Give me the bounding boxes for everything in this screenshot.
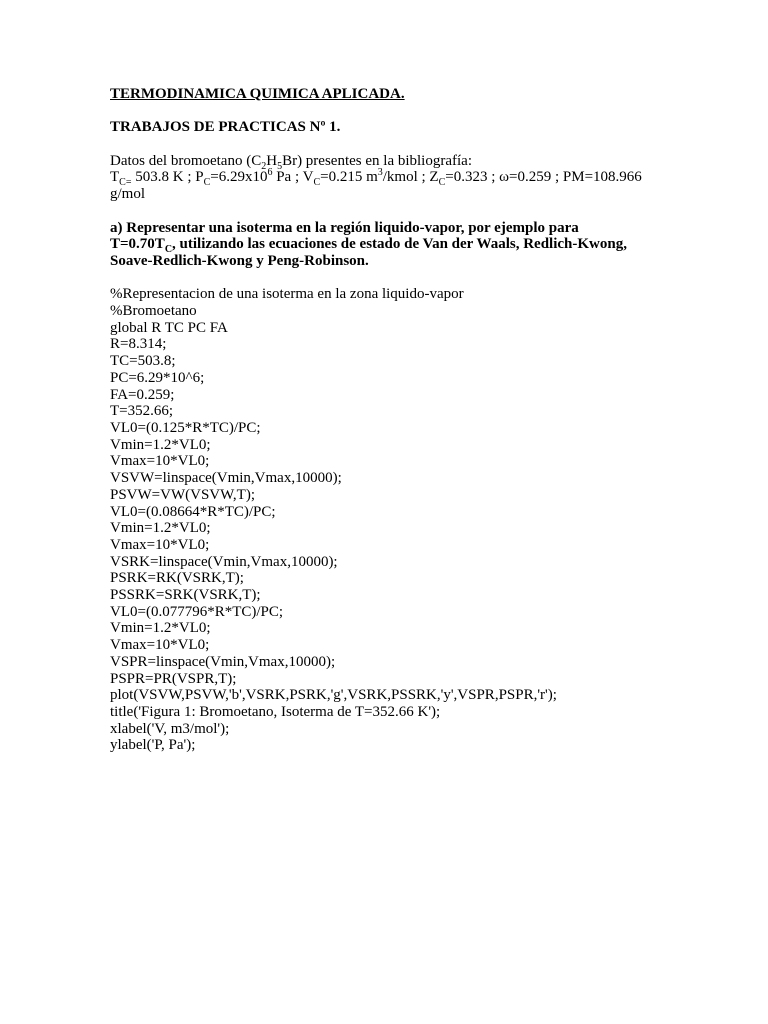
code-line: TC=503.8; bbox=[110, 353, 176, 370]
code-line: VL0=(0.08664*R*TC)/PC; bbox=[110, 503, 276, 520]
vc-sup: 3 bbox=[377, 167, 383, 179]
formula-sub-2: 2 bbox=[261, 160, 267, 172]
pc-sup: 6 bbox=[267, 167, 273, 179]
task-line-2 bbox=[110, 236, 710, 256]
bromoethane-data bbox=[110, 153, 710, 203]
code-line: R=8.314; bbox=[110, 336, 167, 353]
task-a bbox=[110, 220, 710, 270]
code-line: Vmin=1.2*VL0; bbox=[110, 620, 211, 637]
code-line: PC=6.29*10^6; bbox=[110, 369, 205, 386]
document-title: TERMODINAMICA QUIMICA APLICADA. bbox=[110, 86, 405, 102]
document-page bbox=[110, 86, 710, 754]
code-line: plot(VSVW,PSVW,'b',VSRK,PSRK,'g',VSRK,PSSRK,'y',VSPR,PSPR,'r'); bbox=[110, 687, 557, 704]
code-line: ylabel('P, Pa'); bbox=[110, 737, 196, 754]
code-line: T=352.66; bbox=[110, 403, 174, 420]
code-line: PSPR=PR(VSPR,T); bbox=[110, 670, 237, 687]
vc-value: =0.215 m bbox=[320, 169, 378, 186]
pc-unit: Pa ; V bbox=[272, 169, 314, 186]
code-line: VSVW=linspace(Vmin,Vmax,10000); bbox=[110, 470, 342, 487]
task-t-sub: C bbox=[164, 244, 173, 256]
code-line: Vmax=10*VL0; bbox=[110, 536, 210, 553]
formula-h: H bbox=[266, 152, 278, 169]
code-line: Vmax=10*VL0; bbox=[110, 637, 210, 654]
code-line: %Bromoetano bbox=[110, 303, 197, 320]
zc-sub: C bbox=[438, 177, 446, 189]
intro-text: Datos del bromoetano (C bbox=[110, 152, 262, 169]
vc-unit: /kmol ; Z bbox=[382, 169, 439, 186]
formula-sub-5: 5 bbox=[277, 160, 283, 172]
code-line: VL0=(0.125*R*TC)/PC; bbox=[110, 420, 261, 436]
code-line: PSRK=RK(VSRK,T); bbox=[110, 570, 244, 587]
code-line: VSPR=linspace(Vmin,Vmax,10000); bbox=[110, 653, 336, 670]
code-line: title('Figura 1: Bromoetano, Isoterma de T=352.66 K'); bbox=[110, 703, 441, 720]
code-line: global R TC PC FA bbox=[110, 319, 228, 336]
data-intro-line bbox=[110, 153, 710, 170]
code-line: VL0=(0.077796*R*TC)/PC; bbox=[110, 603, 284, 620]
task-t-post: , utilizando las ecuaciones de estado de Van der Waals, Redlich-Kwong, bbox=[172, 236, 627, 253]
tc-value: 503.8 K ; P bbox=[131, 169, 204, 186]
code-line: PSSRK=SRK(VSRK,T); bbox=[110, 587, 261, 604]
pc-value: =6.29x10 bbox=[210, 169, 268, 186]
code-line: Vmin=1.2*VL0; bbox=[110, 436, 211, 453]
pc-sub: C bbox=[203, 177, 211, 189]
code-line: %Representacion de una isoterma en la zona liquido-vapor bbox=[110, 286, 464, 303]
zc-rest: =0.323 ; ω=0.259 ; PM=108.966 bbox=[445, 169, 642, 186]
code-line: Vmax=10*VL0; bbox=[110, 453, 210, 470]
data-pm-unit-line: g/mol bbox=[110, 186, 146, 203]
data-properties-line bbox=[110, 167, 710, 189]
code-line: VSRK=linspace(Vmin,Vmax,10000); bbox=[110, 553, 338, 570]
code-line: xlabel('V, m3/mol'); bbox=[110, 720, 230, 737]
document-subtitle: TRABAJOS DE PRACTICAS Nº 1. bbox=[110, 119, 341, 136]
tc-sub: C= bbox=[119, 177, 132, 189]
task-t-pre: T=0.70T bbox=[110, 236, 165, 253]
intro-text-end: Br) presentes en la bibliografía: bbox=[282, 152, 472, 169]
code-line: FA=0.259; bbox=[110, 386, 175, 403]
tc-label: T bbox=[110, 169, 120, 186]
task-line-3: Soave-Redlich-Kwong y Peng-Robinson. bbox=[110, 252, 369, 269]
code-line: Vmin=1.2*VL0; bbox=[110, 520, 211, 537]
task-line-1: a) Representar una isoterma en la región liquido-vapor, por ejemplo para bbox=[110, 219, 579, 236]
vc-sub: C bbox=[313, 177, 321, 189]
matlab-code-block bbox=[110, 286, 710, 754]
code-line: PSVW=VW(VSVW,T); bbox=[110, 486, 255, 503]
